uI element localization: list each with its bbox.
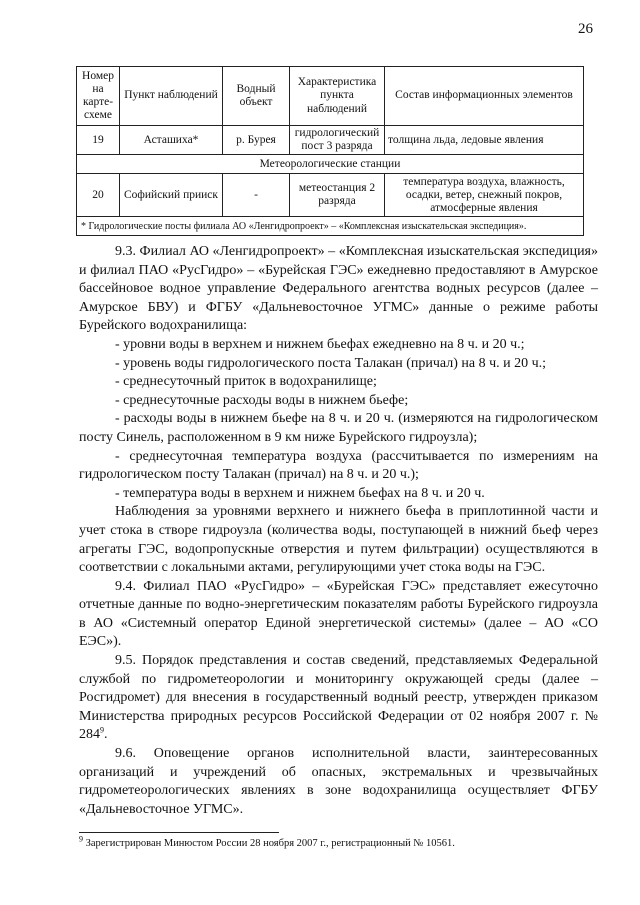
- header-map-number: Номер на карте-схеме: [77, 67, 120, 126]
- list-item: - уровни воды в верхнем и нижнем бьефах ежедневно на 8 ч. и 20 ч.;: [115, 336, 525, 352]
- paragraph-9-5: 9.5. Порядок представления и состав сведений, представляемых Федеральной службой по гидрометеорологии и мониторингу окружающей среды (далее – Росгидромет) для внесения в государственный водный реестр, утвержден приказом Министерства природных ресурсов Российской Федерации от 02 ноября 2007 г. № $284^9$.: [79, 653, 598, 743]
- table-section-row: [77, 155, 584, 174]
- footnote: [79, 834, 598, 849]
- cell-number: 19: [77, 126, 120, 155]
- footnote-ref: 9: [100, 725, 104, 735]
- header-water-body: Водный объект: [223, 67, 290, 126]
- paragraph-9-3: 9.3. Филиал АО «Ленгидропроект» – «Комплексная изыскательская экспедиция» и филиал ПАО «РусГидро» – «Бурейская ГЭС» ежедневно предоставляют в Амурское бассейновое водное управление Федерального агентства водных ресурсов (далее – Амурское БВУ) и ФГБУ «Дальневосточное УГМС» данные о режиме работы Бурейского водохранилища:: [79, 244, 598, 334]
- paragraph-9-4: 9.4. Филиал ПАО «РусГидро» – «Бурейская ГЭС» представляет ежесуточно отчетные данные по водно-энергетическим показателям работы Бурейского гидроузла в АО «Системный оператор Единой энергетической системы» (далее – АО «СО ЕЭС»).: [79, 578, 598, 650]
- cell-water-body: р. Бурея: [223, 126, 290, 155]
- list-item: - среднесуточная температура воздуха (рассчитывается по измерениям на гидрологическом посту Талакан (причал) на 8 ч. и 20 ч.);: [79, 448, 598, 483]
- cell-point: Асташиха*: [120, 126, 223, 155]
- paragraph-9-6: 9.6. Оповещение органов исполнительной власти, заинтересованных организаций и учреждений об опасных, экстремальных и чрезвычайных гидрометеорологических явлениях в зоне водохранилища осуществляет ФГБУ «Дальневосточное УГМС».: [79, 746, 598, 817]
- table-header-row: [77, 67, 584, 126]
- table-note: * Гидрологические посты филиала АО «Ленгидропроект» – «Комплексная изыскательская экспедиция».: [77, 217, 584, 236]
- paragraph-9-5-text: 9.5. Порядок представления и состав сведений, представляемых Федеральной службой по гидрометеорологии и мониторингу окружающей среды (далее – Росгидромет) для внесения в государственный водный реестр, утвержден приказом Министерства природных ресурсов Российской Федерации от 02 ноября 2007 г. № 284: [79, 653, 598, 743]
- footnote-text: Зарегистрирован Минюстом России 28 ноября 2007 г., регистрационный № 10561.: [85, 838, 455, 849]
- header-observation-point: Пункт наблюдений: [120, 67, 223, 126]
- cell-water-body: -: [223, 174, 290, 217]
- list-item: - среднесуточный приток в водохранилище;: [115, 374, 377, 390]
- page-number: 26: [578, 21, 593, 37]
- table-row: [77, 126, 584, 155]
- table-row: [77, 174, 584, 217]
- paragraph-observations: Наблюдения за уровнями верхнего и нижнего бьефа в приплотинной части и учет стока в створе гидроузла (количества воды, поступающей в нижний бьеф через агрегаты ГЭС, водопропускные отверстия и путем фильтрации) осуществляются в соответствии с локальными актами, регулирующими учет стока воды на ГЭС.: [79, 504, 598, 576]
- footnote-divider: [79, 832, 279, 833]
- table-note-row: [77, 217, 584, 236]
- header-point-characteristic: Характеристика пункта наблюдений: [290, 67, 385, 126]
- cell-elements: температура воздуха, влажность, осадки, ветер, снежный покров, атмосферные явления: [385, 174, 584, 217]
- section-meteo-stations: Метеорологические станции: [77, 155, 584, 174]
- footnote-mark: 9: [79, 834, 83, 844]
- list-item: - среднесуточные расходы воды в нижнем бьефе;: [115, 392, 409, 408]
- list-item: - уровень воды гидрологического поста Талакан (причал) на 8 ч. и 20 ч.;: [115, 355, 547, 371]
- cell-elements: толщина льда, ледовые явления: [385, 126, 584, 155]
- list-item: - расходы воды в нижнем бьефе на 8 ч. и 20 ч. (измеряются на гидрологическом посту Синель, расположенном в 9 км ниже Бурейского гидроузла);: [79, 411, 598, 445]
- list-item: - температура воды в верхнем и нижнем бьефах на 8 ч. и 20 ч.: [115, 485, 485, 501]
- cell-characteristic: гидрологический пост 3 разряда: [290, 126, 385, 155]
- header-information-elements: Состав информационных элементов: [385, 67, 584, 126]
- cell-point: Софийский прииск: [120, 174, 223, 217]
- cell-characteristic: метеостанция 2 разряда: [290, 174, 385, 217]
- cell-number: 20: [77, 174, 120, 217]
- body-text: [79, 243, 598, 819]
- observation-points-table: [76, 66, 584, 236]
